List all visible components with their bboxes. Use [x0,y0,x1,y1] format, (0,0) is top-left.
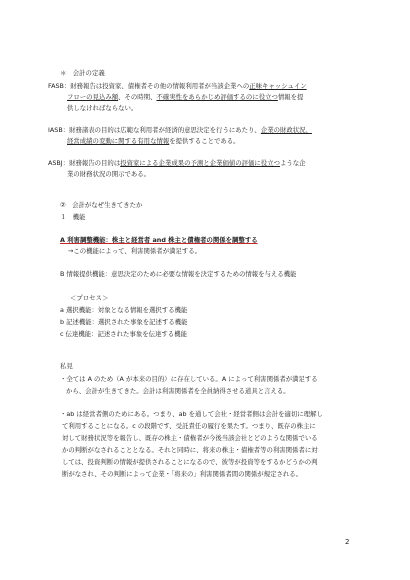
process-item-a: a 選択機能：対象となる情報を選択する機能 [60,306,188,314]
asbj-text: ASBJ：財務報告の目的は [48,159,121,167]
asbj-underline-investor: 投資家による企業成果の予測と企業価値の評価に役立つ [120,159,280,167]
page-number: 2 [345,538,350,546]
fasb-text: 、その時期、 [118,93,157,101]
asbj-text: ような企 [279,159,306,167]
fasb-underline-cashflow: 正味キャッシュイン [249,82,307,90]
opinion-p2-line-6: 断がなされ、その判断によって企業・「将来の」利害関係者間の関係が規定される。 [62,470,303,478]
iasb-text: IASB：財務諸表の目的は広範な利用者が経済的意思決定を行うにあたり、 [48,126,261,134]
asbj-line-2: 業の財務状況の開示である。 [67,170,151,178]
function-b-title: B 情報提供機能：意思決定のために必要な情報を決定するための情報を与える機能 [60,270,297,278]
fasb-text: 情報を提 [277,93,304,101]
opinion-p2-line-1: ・ab は経営者側のためにある。つまり、ab を通して会社・経営者側は会計を適切に理解し [60,410,323,418]
opinion-p2-line-5: しては、投資判断の情報が提供されることになるので、彼等が投資等をするかどうかの判 [62,458,318,466]
opinion-p1-line-2: から、会計が生きてきた。会計は利害関係者を全員納得させる道具と言える。 [66,387,290,395]
process-heading: ＜プロセス＞ [70,294,109,302]
process-item-b: b 記述機能：選択された事象を記述する機能 [60,318,188,326]
opinion-p1-line-1: ・全ては A のため（A が本来の目的）に存在している。A によって利害関係者が満足する [60,375,318,383]
fasb-line-3: 供しなければならない。 [67,104,138,112]
section2-heading: ② 会計がなぜ生きてきたか [60,201,143,209]
opinion-p2-line-2: て利用することになる。c の段階です、受託責任の履行を果たす。つまり、既存の株主に [62,422,316,430]
asbj-line-1 [48,159,306,168]
function-a-title: A 利害調整機能：株主と経営者 and 株主と債権者の関係を調整する [60,236,258,244]
function-a-note: →この機能によって、利害関係者が満足する。 [68,247,202,255]
iasb-underline-financial: 企業の財政状況、 [260,126,312,134]
iasb-line-2 [67,137,240,146]
iasb-underline-results: 経営成績の変動に関する有用な情報 [67,137,170,145]
iasb-text: を提供することである。 [169,137,240,145]
opinion-p2-line-4: かの判断がなされることとなる。それと同時に、将来の株主・債権者等の利害関係者に対 [62,446,318,454]
definitions-heading: ＊ 会計の定義 [60,69,105,77]
process-item-c: c 伝達機能：記述された事象を伝達する機能 [60,330,187,338]
section2-subheading: １ 機能 [60,213,86,221]
iasb-line-1 [48,126,312,135]
opinion-p2-line-3: 対して財務状況等を報告し、既存の株主・債権者が今後当該会社とどのような関係でいる [62,434,318,442]
fasb-underline-uncertainty: 不確実性をあらかじめ評価するのに役立つ [156,93,278,101]
fasb-line-1 [48,82,307,91]
fasb-underline-amount: フローの見込み額 [67,93,119,101]
fasb-text: FASB：財務報告は投資家、債権者その他の情報利用者が当該企業への [48,82,250,90]
fasb-line-2 [67,93,303,102]
opinion-heading: 私見 [60,362,73,370]
